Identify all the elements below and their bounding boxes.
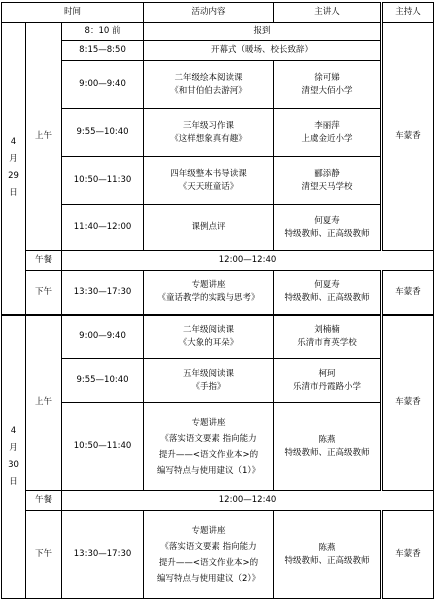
header-content: 活动内容: [144, 3, 274, 23]
table-row: [2, 61, 434, 109]
day2-speaker: 陈燕 特级教师、正高级教师: [274, 511, 382, 599]
day2-afternoon-label: 下午: [26, 511, 62, 599]
table-row: [2, 23, 434, 41]
day2-time: 9:55—10:40: [62, 359, 144, 403]
table-row: [2, 109, 434, 157]
table-row: [2, 511, 434, 599]
table-row: [2, 205, 434, 251]
day2-content: 专题讲座 《落实语文要素 指向能力 提升——<语文作业本>的 编写特点与使用建议（2）》: [144, 511, 274, 599]
day1-content: 四年级整本书导读课 《天天班童话》: [144, 157, 274, 205]
day1-speaker: 何夏寿 特级教师、正高级教师: [274, 271, 382, 315]
header-host: 主持人: [382, 3, 434, 23]
day1-speaker: 徐可娣 清望大佰小学: [274, 61, 382, 109]
day2-host: 车蒙香: [382, 315, 434, 491]
day1-time: 9:00—9:40: [62, 61, 144, 109]
day2-date: 4 月 30 日: [2, 315, 26, 599]
header-row: [2, 3, 434, 23]
day1-time: 8:15—8:50: [62, 41, 144, 61]
day2-lunch-time: 12:00—12:40: [62, 491, 434, 511]
day2-afternoon-host: 车蒙香: [382, 511, 434, 599]
day1-lunch-label: 午餐: [26, 251, 62, 271]
day2-content: 二年级阅读课 《大象的耳朵》: [144, 315, 274, 359]
day2-speaker: 刘楠楠 乐清市育英学校: [274, 315, 382, 359]
day2-morning-label: 上午: [26, 315, 62, 491]
table-row: [2, 403, 434, 491]
header-time: 时间: [2, 3, 144, 23]
day2-time: 13:30—17:30: [62, 511, 144, 599]
day2-time: 10:50—11:40: [62, 403, 144, 491]
day1-speaker: 郦添静 清望天马学校: [274, 157, 382, 205]
day1-time: 9:55—10:40: [62, 109, 144, 157]
day1-content: 三年级习作课 《这样想象真有趣》: [144, 109, 274, 157]
day1-content: 专题讲座 《童话教学的实践与思考》: [144, 271, 274, 315]
day2-content: 五年级阅读课 《手指》: [144, 359, 274, 403]
table-row: [2, 41, 434, 61]
day1-speaker: 何夏寿 特级教师、正高级教师: [274, 205, 382, 251]
day1-content: 二年级绘本阅读课 《和甘伯伯去游河》: [144, 61, 274, 109]
day1-content: 开幕式（暖场、校长致辞）: [144, 41, 382, 61]
header-speaker: 主讲人: [274, 3, 382, 23]
day2-time: 9:00—9:40: [62, 315, 144, 359]
day1-time: 8：10 前: [62, 23, 144, 41]
day1-afternoon-label: 下午: [26, 271, 62, 315]
day2-speaker: 柯珂 乐清市丹霞路小学: [274, 359, 382, 403]
day1-morning-label: 上午: [26, 23, 62, 251]
day1-host: 车蒙香: [382, 23, 434, 251]
day1-speaker: 李丽萍 上虞金近小学: [274, 109, 382, 157]
table-row: [2, 251, 434, 271]
table-row: [2, 491, 434, 511]
table-row: [2, 315, 434, 359]
day1-time: 11:40—12:00: [62, 205, 144, 251]
schedule-table: [1, 2, 434, 599]
day1-lunch-time: 12:00—12:40: [62, 251, 434, 271]
table-row: [2, 271, 434, 315]
day1-time: 13:30—17:30: [62, 271, 144, 315]
day1-content: 课例点评: [144, 205, 274, 251]
table-row: [2, 359, 434, 403]
day2-content: 专题讲座 《落实语文要素 指向能力 提升——<语文作业本>的 编写特点与使用建议（1）》: [144, 403, 274, 491]
day1-content: 报到: [144, 23, 382, 41]
day1-date: 4 月 29 日: [2, 23, 26, 315]
table-row: [2, 157, 434, 205]
day2-speaker: 陈燕 特级教师、正高级教师: [274, 403, 382, 491]
day2-lunch-label: 午餐: [26, 491, 62, 511]
day1-afternoon-host: 车蒙香: [382, 271, 434, 315]
day1-time: 10:50—11:30: [62, 157, 144, 205]
